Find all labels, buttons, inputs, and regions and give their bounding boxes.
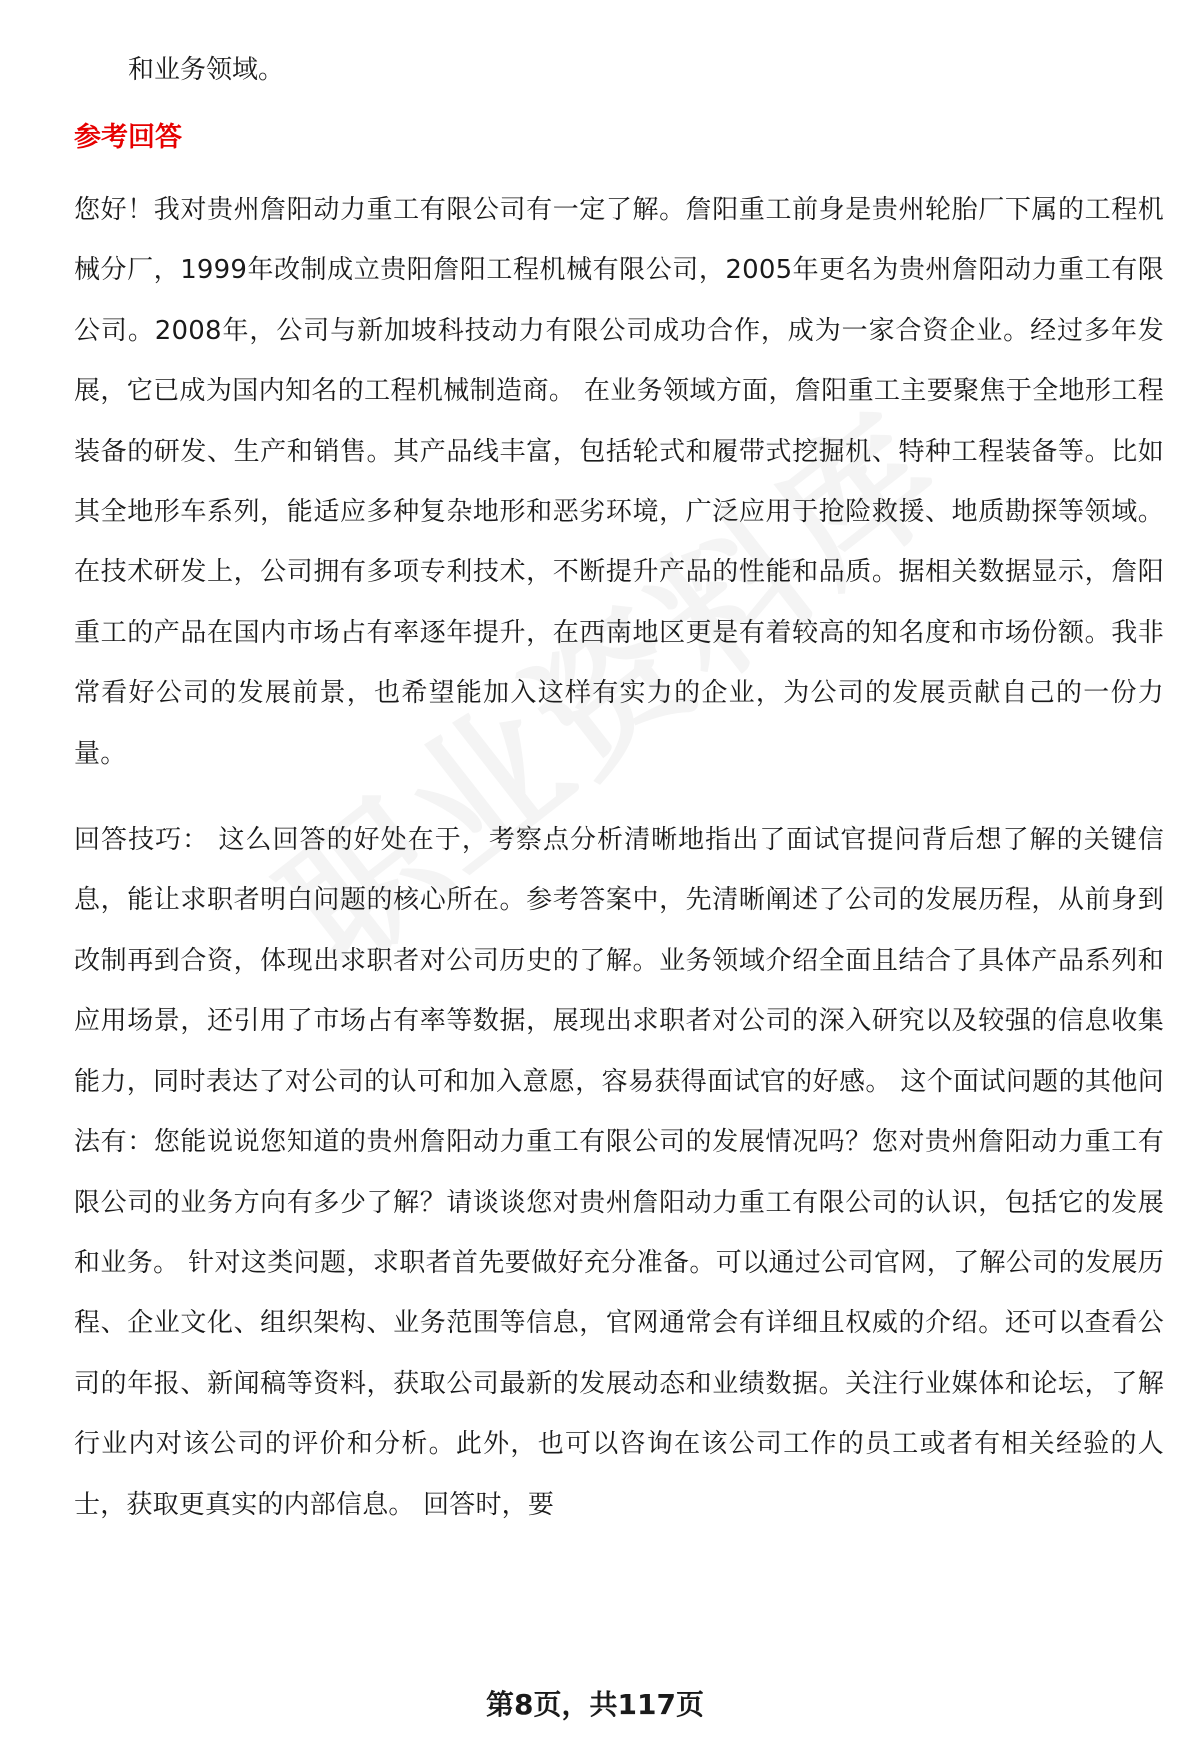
tips-paragraph: 回答技巧： 这么回答的好处在于，考察点分析清晰地指出了面试官提问背后想了解的关键信息，能让求职者明白问题的核心所在。参考答案中，先清晰阐述了公司的发展历程，从前身到改制再到合资，体现出求职者对公司历史的了解。业务领域介绍全面且结合了具体产品系列和应用场景，还引用了市场占有率等数据，展现出求职者对公司的深入研究以及较强的信息收集能力，同时表达了对公司的认可和加入意愿，容易获得面试官的好感。 这个面试问题的其他问法有：您能说说您知道的贵州詹阳动力重工有限公司的发展情况吗？您对贵州詹阳动力重工有限公司的业务方向有多少了解？请谈谈您对贵州詹阳动力重工有限公司的认识，包括它的发展和业务。 针对这类问题，求职者首先要做好充分准备。可以通过公司官网，了解公司的发展历程、企业文化、组织架构、业务范围等信息，官网通常会有详细且权威的介绍。还可以查看公司的年报、新闻稿等资料，获取公司最新的发展动态和业绩数据。关注行业媒体和论坛，了解行业内对该公司的评价和分析。此外，也可以咨询在该公司工作的员工或者有相关经验的人士，获取更真实的内部信息。 回答时，要 [74,825,1164,1520]
page-content [74,40,1164,1535]
answer-paragraph: 您好！我对贵州詹阳动力重工有限公司有一定了解。詹阳重工前身是贵州轮胎厂下属的工程机械分厂，1999年改制成立贵阳詹阳工程机械有限公司，2005年更名为贵州詹阳动力重工有限公司。2008年，公司与新加坡科技动力有限公司成功合作，成为一家合资企业。经过多年发展，它已成为国内知名的工程机械制造商。 在业务领域方面，詹阳重工主要聚焦于全地形工程装备的研发、生产和销售。其产品线丰富，包括轮式和履带式挖掘机、特种工程装备等。比如其全地形车系列，能适应多种复杂地形和恶劣环境，广泛应用于抢险救援、地质勘探等领域。在技术研发上，公司拥有多项专利技术，不断提升产品的性能和品质。据相关数据显示，詹阳重工的产品在国内市场占有率逐年提升，在西南地区更是有着较高的知名度和市场份额。我非常看好公司的发展前景，也希望能加入这样有实力的企业，为公司的发展贡献自己的一份力量。 [74,195,1164,769]
intro-fragment: 和业务领域。 [128,55,285,85]
section-heading: 参考回答 [74,122,182,153]
page-footer: 第8页，共117页 [486,1688,704,1721]
